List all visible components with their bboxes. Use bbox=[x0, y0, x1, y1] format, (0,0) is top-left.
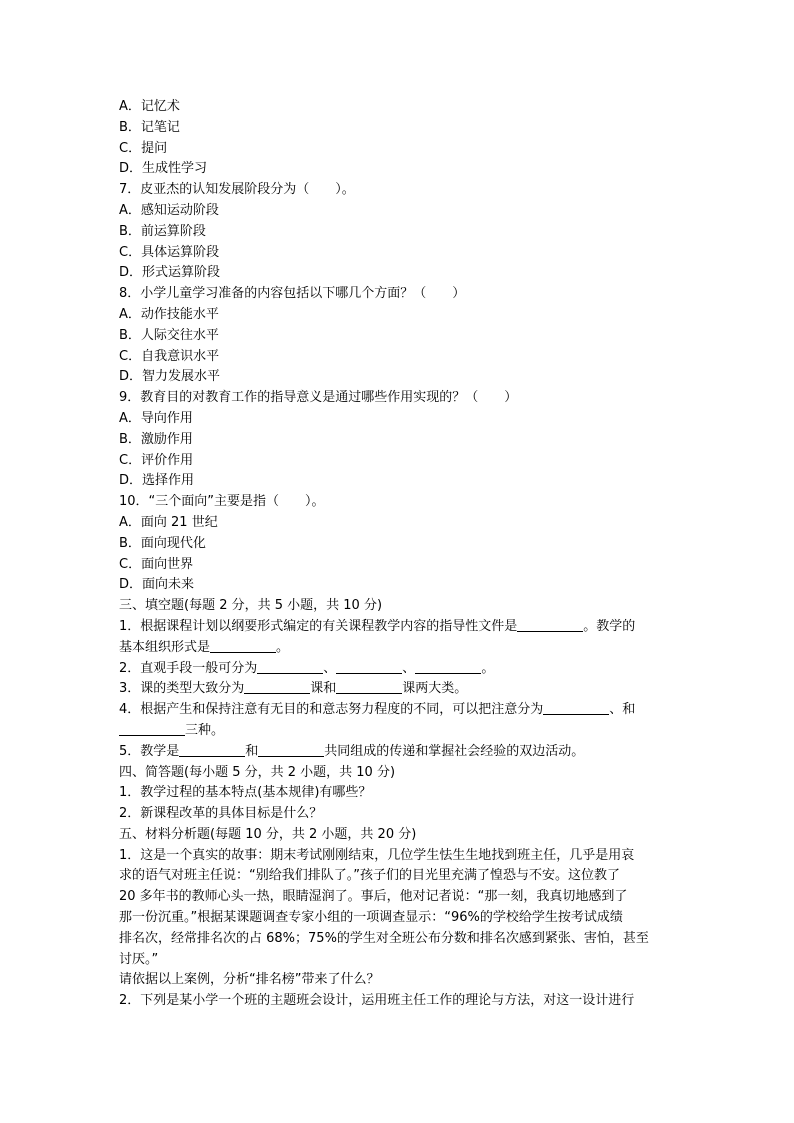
fill-q3-end: 课两大类。 bbox=[402, 681, 468, 697]
section4-title: 四、简答题(每小题 5 分，共 2 小题，共 10 分) bbox=[119, 764, 396, 780]
question-line: D．智力发展水平 bbox=[119, 369, 221, 385]
question-line: 7．皮亚杰的认知发展阶段分为（ ）。 bbox=[119, 182, 355, 198]
fill-q4-line1 bbox=[119, 700, 679, 721]
question-line: B．记笔记 bbox=[119, 119, 180, 135]
question-line: D．选择作用 bbox=[119, 473, 195, 489]
material-line: 那一份沉重。”根据某课题调查专家小组的一项调查显示：“96%的学校给学生按考试成绩 bbox=[119, 910, 623, 926]
question-line: A．面向 21 世纪 bbox=[119, 514, 218, 530]
question-line: 三、填空题(每题 2 分，共 5 小题，共 10 分) bbox=[119, 598, 383, 614]
fill-q4-line2 bbox=[119, 721, 679, 742]
question-line: A．记忆术 bbox=[119, 99, 180, 114]
fill-q1-text-b: 。教学的 bbox=[583, 618, 636, 634]
fill-q2-sep2: 、 bbox=[402, 660, 416, 676]
fill-q1-line1 bbox=[119, 617, 679, 638]
question-line: 10．“三个面向”主要是指（ ）。 bbox=[119, 494, 325, 510]
answer-blank[interactable] bbox=[543, 700, 609, 715]
fill-q1-text-d: 。 bbox=[276, 639, 290, 655]
fill-q1-text: 1．根据课程计划以纲要形式编定的有关课程教学内容的指导性文件是 bbox=[119, 618, 518, 634]
fill-q2-sep1: 、 bbox=[323, 660, 337, 676]
material-line: 求的语气对班主任说：“别给我们排队了。”孩子们的目光里充满了惶恐与不安。这位教了 bbox=[119, 868, 620, 884]
fill-q2-line bbox=[119, 659, 679, 680]
question-line: C．自我意识水平 bbox=[119, 348, 220, 364]
answer-blank[interactable] bbox=[336, 659, 402, 674]
question-line: A．感知运动阶段 bbox=[119, 202, 219, 218]
question-line: A．导向作用 bbox=[119, 410, 193, 426]
material-q2: 2．下列是某小学一个班的主题班会设计，运用班主任工作的理论与方法，对这一设计进行 bbox=[119, 993, 635, 1009]
document-page bbox=[119, 97, 679, 1012]
answer-blank[interactable] bbox=[258, 742, 324, 757]
question-line: B．人际交往水平 bbox=[119, 327, 219, 343]
fill-q3-line bbox=[119, 679, 679, 700]
fill-q5-text: 5．教学是 bbox=[119, 743, 180, 759]
material-line: 排名次，经常排名次的占 68%；75%的学生对全班公布分数和排名次感到紧张、害怕，甚至 bbox=[119, 930, 649, 946]
answer-blank[interactable] bbox=[244, 679, 310, 694]
material-line: 1．这是一个真实的故事：期末考试刚刚结束，几位学生怯生生地找到班主任，几乎是用哀 bbox=[119, 847, 635, 863]
question-line: C．评价作用 bbox=[119, 452, 194, 468]
question-line: D．面向未来 bbox=[119, 577, 195, 593]
fill-q1-line2 bbox=[119, 638, 679, 659]
fill-q4-text: 4．根据产生和保持注意有无目的和意志努力程度的不同，可以把注意分为 bbox=[119, 702, 544, 718]
question-lines bbox=[119, 97, 679, 617]
section5-title: 五、材料分析题(每题 10 分，共 2 小题，共 20 分) bbox=[119, 826, 417, 842]
material-question: 请依据以上案例，分析“排名榜”带来了什么？ bbox=[119, 972, 380, 988]
fill-q5-line bbox=[119, 742, 679, 763]
question-line: 9．教育目的对教育工作的指导意义是通过哪些作用实现的？（ ） bbox=[119, 390, 518, 406]
question-line: B．面向现代化 bbox=[119, 535, 206, 551]
question-line: D．形式运算阶段 bbox=[119, 265, 221, 281]
answer-blank[interactable] bbox=[517, 617, 583, 632]
fill-q4-mid: 、和 bbox=[609, 702, 636, 718]
answer-blank[interactable] bbox=[415, 659, 481, 674]
section4-q2: 2．新课程改革的具体目标是什么？ bbox=[119, 806, 323, 822]
question-line: C．面向世界 bbox=[119, 556, 194, 572]
section4-q1: 1．教学过程的基本特点(基本规律)有哪些？ bbox=[119, 785, 372, 801]
question-line: 8．小学儿童学习准备的内容包括以下哪几个方面？（ ） bbox=[119, 286, 466, 302]
answer-blank[interactable] bbox=[257, 659, 323, 674]
material-line: 讨厌。” bbox=[119, 951, 159, 967]
fill-q1-text-c: 基本组织形式是 bbox=[119, 639, 211, 655]
fill-q2-end: 。 bbox=[481, 660, 495, 676]
question-line: B．激励作用 bbox=[119, 431, 193, 447]
answer-blank[interactable] bbox=[119, 721, 185, 736]
question-line: B．前运算阶段 bbox=[119, 223, 206, 239]
fill-q2-text: 2．直观手段一般可分为 bbox=[119, 660, 258, 676]
question-line: D．生成性学习 bbox=[119, 161, 208, 177]
material-line: 20 多年书的教师心头一热，眼睛湿润了。事后，他对记者说：“那一刻，我真切地感到了 bbox=[119, 889, 628, 905]
question-line: C．提问 bbox=[119, 140, 168, 156]
fill-q3-text: 3．课的类型大致分为 bbox=[119, 681, 245, 697]
answer-blank[interactable] bbox=[210, 638, 276, 653]
fill-q3-mid: 课和 bbox=[310, 681, 337, 697]
fill-q5-end: 共同组成的传递和掌握社会经验的双边活动。 bbox=[324, 743, 585, 759]
question-line: A．动作技能水平 bbox=[119, 306, 219, 322]
answer-blank[interactable] bbox=[179, 742, 245, 757]
fill-q4-end: 三种。 bbox=[185, 722, 225, 738]
answer-blank[interactable] bbox=[336, 679, 402, 694]
fill-q5-mid: 和 bbox=[245, 743, 259, 759]
question-line: C．具体运算阶段 bbox=[119, 244, 220, 260]
